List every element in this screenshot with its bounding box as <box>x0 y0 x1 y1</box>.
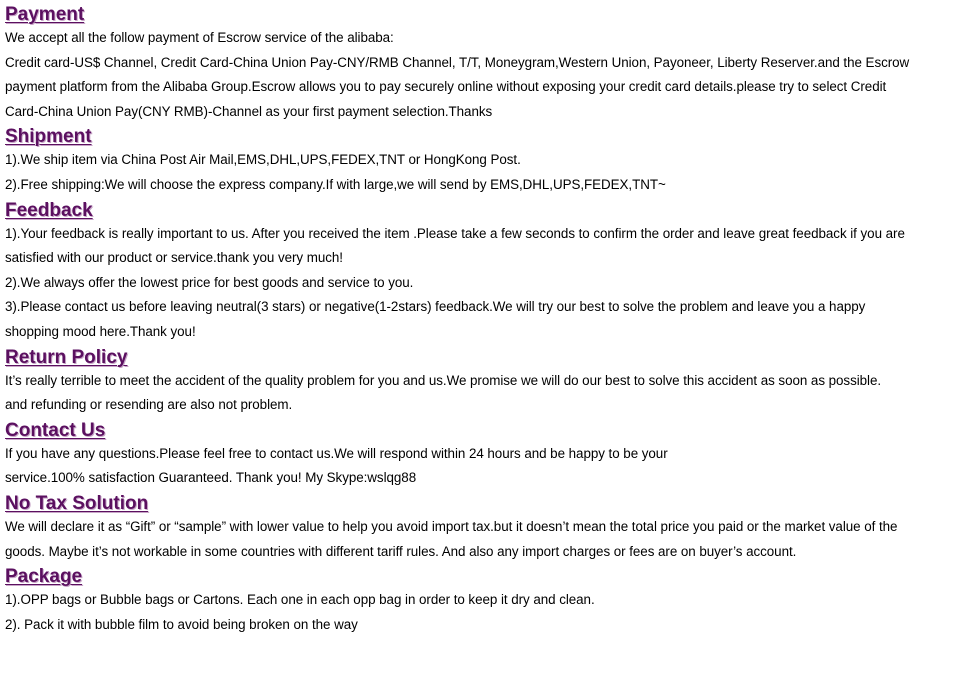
section-title: Payment <box>5 4 85 25</box>
paragraph-line: 1).OPP bags or Bubble bags or Cartons. Each one in each opp bag in order to keep it dry and clean. <box>5 592 595 608</box>
section-return-policy <box>5 347 955 418</box>
paragraph-line: Credit card-US$ Channel, Credit Card-China Union Pay-CNY/RMB Channel, T/T, Moneygram,Western Union, Payoneer, Liberty Reserver.and the Escrow <box>5 54 910 70</box>
paragraph-line: 2). Pack it with bubble film to avoid being broken on the way <box>5 616 358 632</box>
section-title: Package <box>5 566 83 588</box>
paragraph-line: 2).We always offer the lowest price for best goods and service to you. <box>5 274 414 290</box>
paragraph-line: shopping mood here.Thank you! <box>5 323 196 339</box>
section-feedback <box>5 200 955 345</box>
paragraph-line: We will declare it as “Gift” or “sample” with lower value to help you avoid import tax.but it doesn’t mean the total price you paid or the market value of the <box>5 518 898 534</box>
paragraph-line: 1).We ship item via China Post Air Mail,EMS,DHL,UPS,FEDEX,TNT or HongKong Post. <box>5 152 521 168</box>
section-title: Shipment <box>5 126 92 148</box>
paragraph-line: Card-China Union Pay(CNY RMB)-Channel as your first payment selection.Thanks <box>5 103 493 119</box>
paragraph-line: goods. Maybe it’s not workable in some countries with different tariff rules. And also any import charges or fees are on buyer’s account. <box>5 543 797 559</box>
paragraph-line: satisfied with our product or service.thank you very much! <box>5 250 343 266</box>
paragraph-line: 3).Please contact us before leaving neutral(3 stars) or negative(1-2stars) feedback.We will try our best to solve the problem and leave you a happy <box>5 299 866 315</box>
section-contact-us <box>5 420 955 491</box>
section-package <box>5 566 955 637</box>
paragraph-line: 1).Your feedback is really important to us. After you received the item .Please take a few seconds to confirm the order and leave great feedback if you are <box>5 225 905 241</box>
paragraph-line: and refunding or resending are also not problem. <box>5 397 293 413</box>
section-title: Return Policy <box>5 346 128 368</box>
paragraph-line: We accept all the follow payment of Escrow service of the alibaba: <box>5 30 394 45</box>
section-no-tax-solution <box>5 493 955 564</box>
paragraph-line: It’s really terrible to meet the accident of the quality problem for you and us.We promise we will do our best to solve this accident as soon as possible. <box>5 372 882 388</box>
paragraph-line: service.100% satisfaction Guaranteed. Thank you! My Skype:wslqg88 <box>5 470 417 486</box>
section-title: Contact Us <box>5 419 106 441</box>
section-title: No Tax Solution <box>5 492 149 514</box>
section-title: Feedback <box>5 199 93 221</box>
paragraph-line: 2).Free shipping:We will choose the express company.If with large,we will send by EMS,DHL,UPS,FEDEX,TNT~ <box>5 176 666 192</box>
section-payment <box>5 4 955 124</box>
section-shipment <box>5 126 955 197</box>
paragraph-line: payment platform from the Alibaba Group.Escrow allows you to pay securely online without exposing your credit card details.please try to select Credit <box>5 79 887 95</box>
paragraph-line: If you have any questions.Please feel free to contact us.We will respond within 24 hours and be happy to be your <box>5 445 668 461</box>
